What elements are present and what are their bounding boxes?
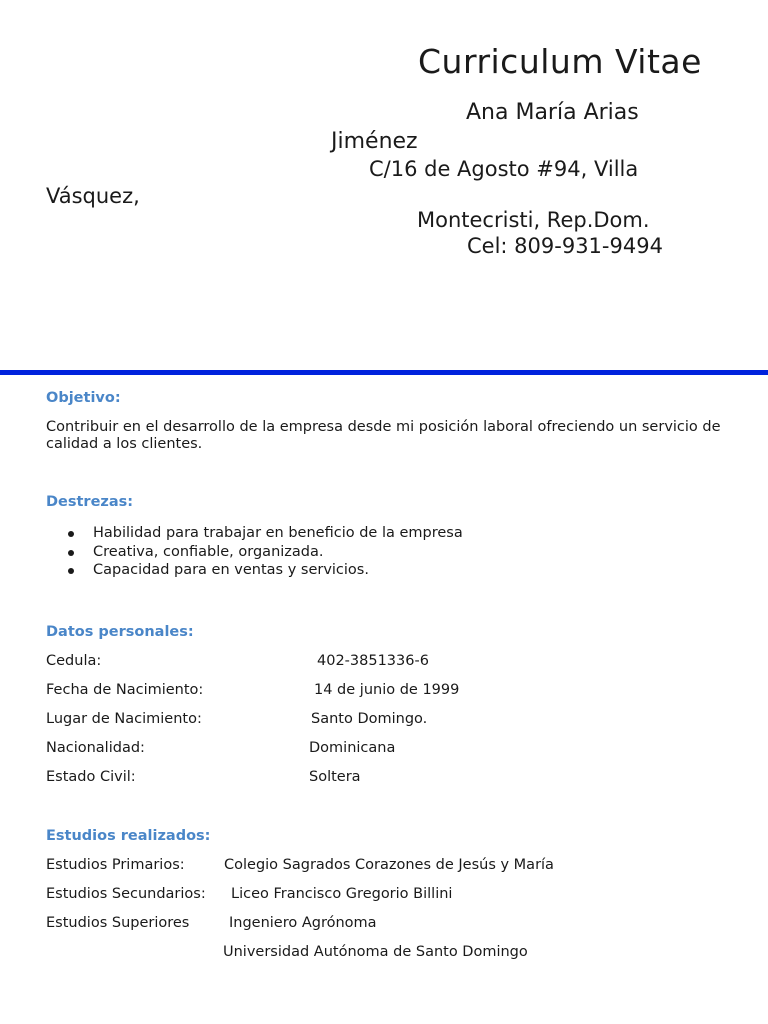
header-divider [0,370,768,375]
address-line-1: C/16 de Agosto #94, Villa [369,157,639,181]
skill-item [68,525,463,544]
name-line-2: Jiménez [331,129,418,154]
bullet-icon [68,550,74,556]
bullet-icon [68,568,74,574]
education-value-higher: Ingeniero Agrónoma [229,915,377,931]
personal-label-cedula: Cedula: [46,653,102,669]
skill-text: Capacidad para en ventas y servicios. [93,562,369,578]
education-value-primary: Colegio Sagrados Corazones de Jesús y María [224,857,554,873]
personal-label-civil-status: Estado Civil: [46,769,136,785]
skills-heading: Destrezas: [46,494,134,510]
personal-label-nationality: Nacionalidad: [46,740,145,756]
education-heading: Estudios realizados: [46,828,211,844]
document-title: Curriculum Vitae [418,42,702,81]
phone-number: Cel: 809-931-9494 [467,234,663,258]
personal-value-cedula: 402-3851336-6 [317,653,429,669]
education-value-secondary: Liceo Francisco Gregorio Billini [231,886,453,902]
skill-text: Creativa, confiable, organizada. [93,543,324,560]
personal-value-civil-status: Soltera [309,769,361,785]
skill-text: Habilidad para trabajar en beneficio de la empresa [93,525,463,541]
skill-item [68,544,463,563]
objective-heading: Objetivo: [46,390,121,406]
address-line-3: Montecristi, Rep.Dom. [417,208,650,232]
education-label-secondary: Estudios Secundarios: [46,886,206,902]
education-label-primary: Estudios Primarios: [46,857,185,873]
objective-text: Contribuir en el desarrollo de la empresa desde mi posición laboral ofreciendo un servicio de calidad a los clientes. [46,419,721,452]
address-line-2: Vásquez, [46,184,140,208]
personal-label-birthdate: Fecha de Nacimiento: [46,682,204,698]
education-label-higher: Estudios Superiores [46,915,190,931]
bullet-icon [68,531,74,537]
personal-value-nationality: Dominicana [309,740,396,756]
personal-value-birthplace: Santo Domingo. [311,711,428,727]
education-value-university: Universidad Autónoma de Santo Domingo [223,944,528,960]
skills-list [68,525,463,581]
skill-item [68,562,463,581]
personal-value-birthdate: 14 de junio de 1999 [314,682,460,698]
name-line-1: Ana María Arias [466,100,639,125]
personal-label-birthplace: Lugar de Nacimiento: [46,711,202,727]
personal-data-heading: Datos personales: [46,624,194,640]
